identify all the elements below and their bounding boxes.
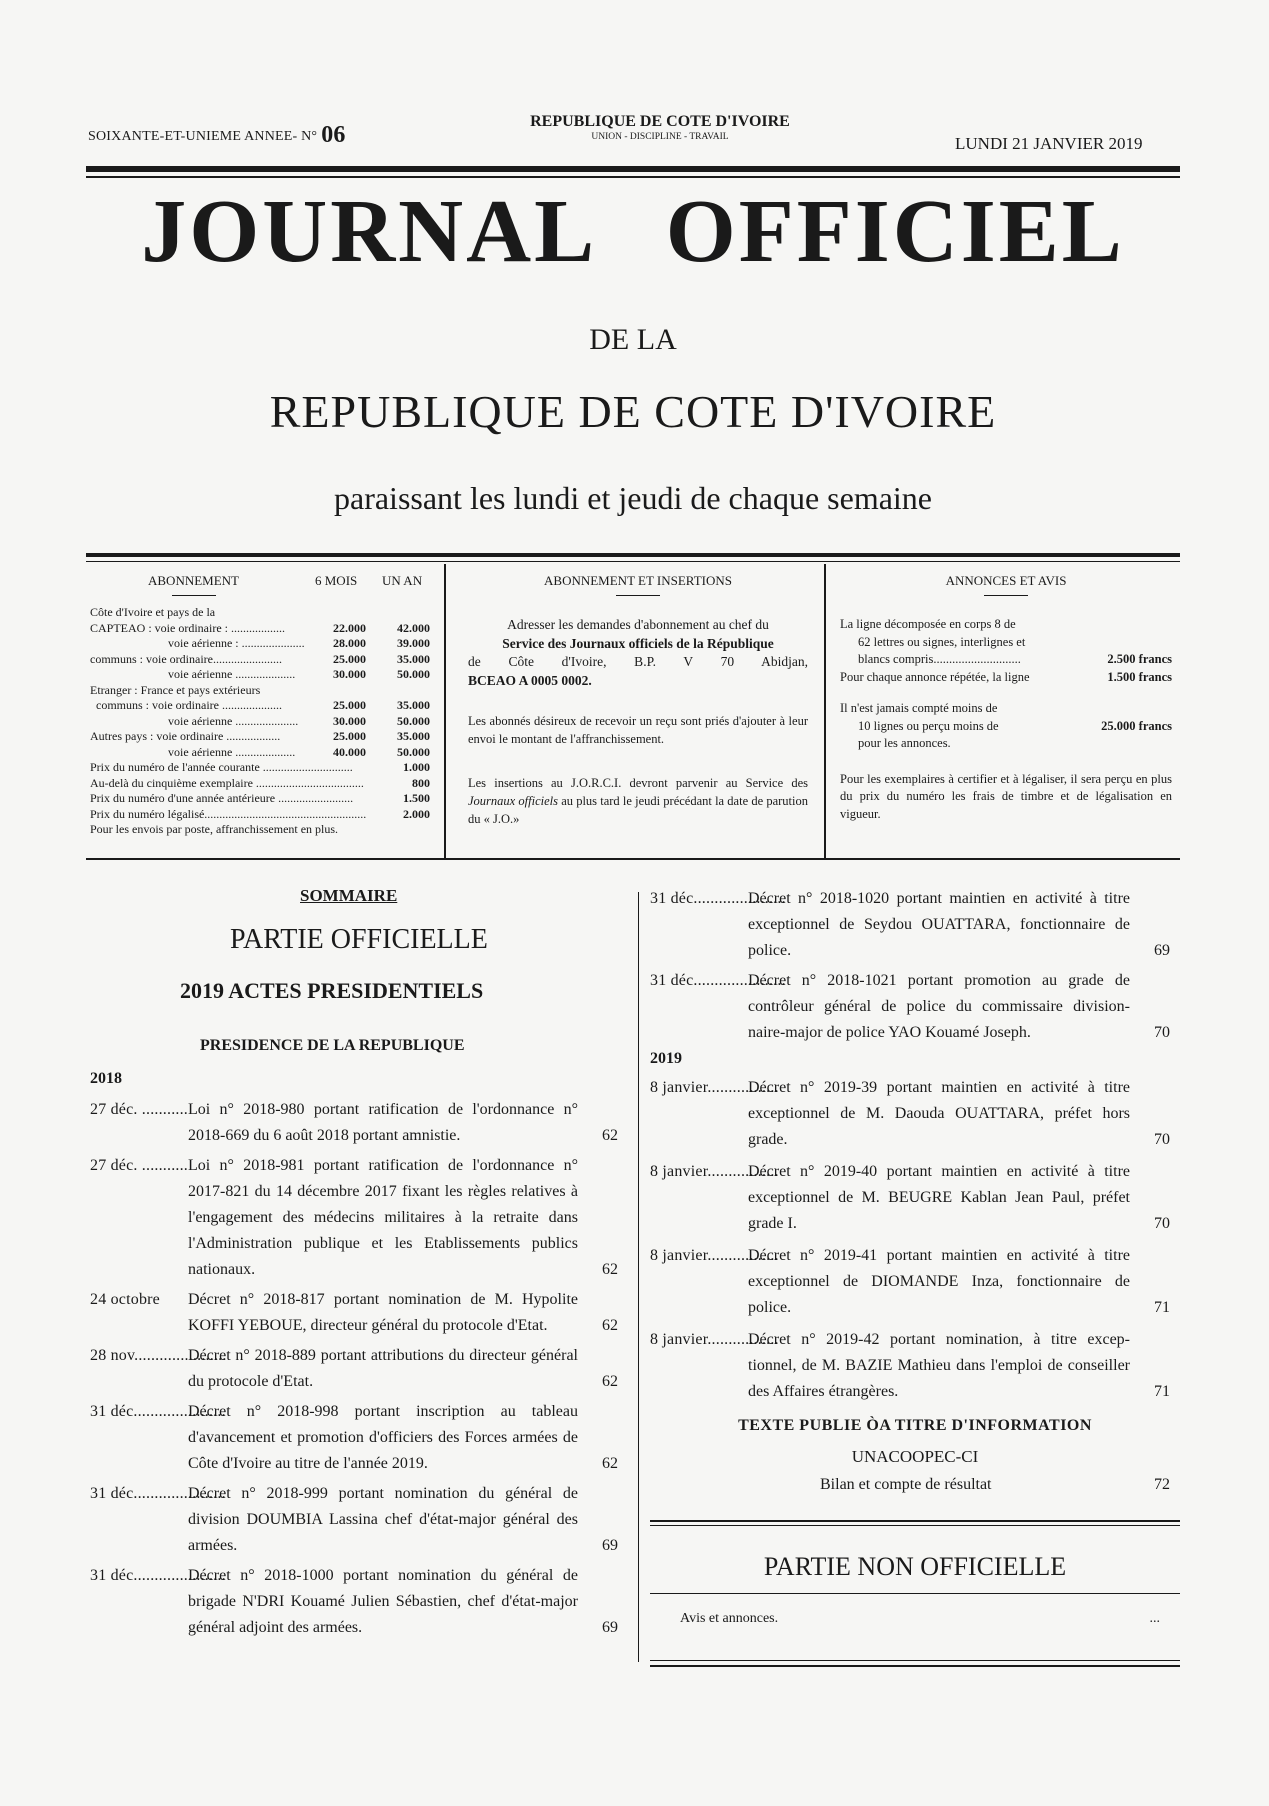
- prix-line: Prix du numéro légalisé...................................................... 2.000: [90, 806, 430, 821]
- sommaire-entry: [650, 968, 1170, 1046]
- prix-value: 2.000: [403, 806, 430, 821]
- avis-page: ...: [1149, 1611, 1160, 1626]
- entry-page: 70: [1154, 1131, 1170, 1148]
- abonnement-1an-value: [366, 605, 430, 621]
- entry-page: 69: [602, 1619, 618, 1636]
- abonnement-6mois-value: 30.000: [333, 667, 366, 681]
- entry-text: Décret n° 2018-817 portant nomination de M. Hypolite KOFFI YEBOUE, directeur général du protocole d'Etat.: [188, 1291, 578, 1334]
- entry-date: 31 déc......................: [650, 972, 786, 989]
- entry-date: 27 déc. ...........: [90, 1101, 189, 1118]
- box-divider-2: [824, 564, 826, 858]
- sommaire-entry: [90, 1399, 618, 1477]
- country-header: [480, 113, 840, 142]
- entry-page: 71: [1154, 1299, 1170, 1316]
- entry-date: 31 déc......................: [90, 1485, 226, 1502]
- header-rule-thin: [86, 176, 1180, 178]
- entry-text: Loi n° 2018-981 portant ratification de l'ordonnance n° 2017-821 du 14 décembre 2017 fixant les règles relatives à l'engagement des médecins militaires à la retraite dans l'Administration publique et les Etablissements publics nationaux.: [188, 1157, 578, 1278]
- abonnement-6mois-value: 28.000: [333, 636, 366, 650]
- annonce-repetee-prix: 1.500 francs: [1107, 669, 1172, 684]
- avis-label: Avis et annonces.: [680, 1611, 779, 1626]
- entry-text: Décret n° 2018-999 portant nomination du général de division DOUMBIA Lassina chef d'état-major général des armées.: [188, 1485, 578, 1554]
- sommaire-entry: [650, 1243, 1170, 1321]
- abonnement-line: voie aérienne .................... 30.000 50.000: [168, 667, 430, 681]
- actes-presidentiels-heading: 2019 ACTES PRESIDENTIELS: [180, 978, 484, 1003]
- non-officielle-rule-3: [650, 1593, 1180, 1594]
- abonnement-line: CAPTEAO : voie ordinaire : .................. 22.000 42.000: [90, 620, 430, 635]
- entry-page: 70: [1154, 1024, 1170, 1041]
- box-rule-bottom: [86, 858, 1180, 860]
- insertions-address: Adresser les demandes d'abonnement au chef du Service des Journaux officiels de la République de Côte d'Ivoire, B.P. V 70 Abidjan, BCEAO A 0005 0002.: [468, 617, 808, 688]
- avis-entry: [680, 1611, 1160, 1627]
- prix-value: 1.000: [403, 760, 430, 774]
- entry-date: 8 janvier.................: [650, 1247, 779, 1264]
- abonnement-footer: Pour les envois par poste, affranchissement en plus.: [90, 822, 339, 836]
- presidence-heading: PRESIDENCE DE LA REPUBLIQUE: [200, 1037, 465, 1054]
- bilan-label: Bilan et compte de résultat: [820, 1476, 992, 1493]
- sommaire-entry: [90, 1153, 618, 1283]
- unacoopec-heading: UNACOOPEC-CI: [851, 1447, 979, 1466]
- annonce-ligne-prix: 2.500 francs: [1107, 652, 1172, 666]
- issue-date: LUNDI 21 JANVIER 2019: [955, 134, 1143, 153]
- entry-date: 31 déc......................: [90, 1403, 226, 1420]
- entry-page: 69: [1154, 942, 1170, 959]
- abonnement-1an-value: 35.000: [397, 698, 430, 712]
- abonnement-lines: [90, 605, 430, 760]
- sommaire-entry: [90, 1287, 618, 1339]
- abonnement-line: Autres pays : voie ordinaire .................. 25.000 35.000: [90, 729, 430, 743]
- sommaire-entry: [650, 1075, 1170, 1153]
- header-rule-thick: [86, 166, 1180, 172]
- abonnement-6mois-value: 25.000: [333, 729, 366, 743]
- entry-text: Décret n° 2018-1021 portant promotion au grade de contrôleur général de police du commissaire division-naire-major de police YAO Kouamé Joseph.: [748, 972, 1130, 1041]
- abonnement-6mois-value: 30.000: [333, 713, 366, 728]
- sommaire-entry: [90, 1481, 618, 1559]
- abonnement-1an-value: [366, 683, 430, 699]
- entry-text: Décret n° 2018-1000 portant nomination du général de brigade N'DRI Kouamé Julien Sébastien, chef d'état-major général adjoint des armées.: [188, 1567, 578, 1636]
- abonnement-1an-value: 42.000: [397, 620, 430, 635]
- texte-publie-heading: TEXTE PUBLIE ÒA TITRE D'INFORMATION: [738, 1417, 1092, 1434]
- insertions-recu: Les abonnés désireux de recevoir un reçu sont priés d'ajouter à leur envoi le montant de l'affranchissement.: [468, 714, 808, 746]
- masthead-title: JOURNAL OFFICIEL: [141, 182, 1125, 281]
- masthead-parution: paraissant les lundi et jeudi de chaque semaine: [333, 480, 932, 516]
- abonnement-line: communs : voie ordinaire .................... 25.000 35.000: [96, 698, 430, 712]
- bilan-entry: [820, 1476, 1170, 1494]
- box-rule-top: [86, 553, 1180, 557]
- issue-year-label: SOIXANTE-ET-UNIEME ANNEE- N° 06: [88, 122, 346, 148]
- non-officielle-rule-2: [650, 1525, 1180, 1526]
- prix-line: Prix du numéro de l'année courante .............................. 1.000: [90, 760, 430, 774]
- annonces-title: ANNONCES ET AVIS: [840, 573, 1172, 596]
- entry-page: 62: [602, 1455, 618, 1472]
- insertions-title: ABONNEMENT ET INSERTIONS: [468, 573, 808, 596]
- insertions-delai: Les insertions au J.O.R.C.I. devront parvenir au Service des Journaux officiels au plus tard le jeudi précédant la date de parution du « J.O.»: [468, 776, 808, 826]
- insertions-column: [468, 573, 808, 828]
- box-divider-1: [444, 564, 446, 858]
- abonnement-6mois-value: 22.000: [333, 620, 366, 635]
- abonnement-line: voie aérienne : ..................... 28.000 39.000: [168, 636, 430, 650]
- sommaire-entry: [90, 1097, 618, 1149]
- entry-date: 31 déc......................: [90, 1567, 226, 1584]
- prix-lines: [90, 760, 430, 822]
- partie-officielle-heading: PARTIE OFFICIELLE: [230, 924, 488, 955]
- entry-page: 69: [602, 1537, 618, 1554]
- abonnement-1an-value: 50.000: [397, 713, 430, 728]
- abonnement-1an-value: 50.000: [397, 744, 430, 759]
- year-2018-heading: 2018: [90, 1070, 122, 1087]
- entry-text: Décret n° 2019-39 portant maintien en activité à titre exceptionnel de M. Daouda OUATTARA, préfet hors grade.: [748, 1079, 1130, 1148]
- prix-value: 1.500: [403, 791, 430, 805]
- bottom-rule-2: [650, 1665, 1180, 1667]
- entry-page: 62: [602, 1317, 618, 1334]
- abonnement-6mois-value: 25.000: [333, 698, 366, 712]
- abonnement-1an-value: 50.000: [397, 667, 430, 681]
- entry-date: 31 déc......................: [650, 890, 786, 907]
- bottom-rule-1: [650, 1660, 1180, 1661]
- abonnement-6mois-value: 40.000: [333, 744, 366, 759]
- box-rule-top-thin: [86, 561, 1180, 562]
- abonnement-line: voie aérienne ..................... 30.000 50.000: [168, 713, 430, 728]
- annonces-column: [840, 573, 1172, 823]
- entry-text: Décret n° 2019-42 portant nomination, à titre excep-tionnel, de M. BAZIE Mathieu dans l'emploi de conseiller des Affaires étrangères.: [748, 1331, 1130, 1400]
- entry-page: 62: [602, 1261, 618, 1278]
- issue-number: 06: [321, 122, 346, 148]
- abonnement-line: Etranger : France et pays extérieurs: [90, 683, 430, 699]
- country-motto: UNION - DISCIPLINE - TRAVAIL: [591, 132, 729, 142]
- sommaire-entry: [650, 1159, 1170, 1237]
- annonce-minimum-prix: 25.000 francs: [1101, 718, 1172, 733]
- entry-page: 70: [1154, 1215, 1170, 1232]
- entry-text: Décret n° 2018-1020 portant maintien en activité à titre exceptionnel de Seydou OUATTARA, fonctionnaire de police.: [748, 890, 1130, 959]
- abonnement-line: communs : voie ordinaire....................... 25.000 35.000: [90, 651, 430, 666]
- abonnement-6mois-value: 25.000: [333, 651, 366, 666]
- abonnement-title: ABONNEMENT: [148, 573, 239, 596]
- sommaire-left-entries: [90, 1097, 618, 1645]
- entry-text: Décret n° 2019-41 portant maintien en activité à titre exceptionnel de DIOMANDE Inza, fonctionnaire de police.: [748, 1247, 1130, 1316]
- entry-date: 28 nov......................: [90, 1347, 227, 1364]
- abonnement-col-6mois: 6 MOIS: [315, 573, 358, 588]
- entry-date: 8 janvier.................: [650, 1079, 779, 1096]
- entry-page: 71: [1154, 1383, 1170, 1400]
- non-officielle-rule-1: [650, 1520, 1180, 1522]
- entry-page: 62: [602, 1127, 618, 1144]
- masthead-de-la: DE LA: [589, 323, 677, 356]
- entry-date: 8 janvier.................: [650, 1331, 779, 1348]
- sommaire-title: SOMMAIRE: [300, 886, 398, 905]
- abonnement-6mois-value: [306, 683, 366, 699]
- abonnement-column: [90, 573, 430, 838]
- abonnement-1an-value: 35.000: [397, 729, 430, 743]
- entry-date: 8 janvier.................: [650, 1163, 779, 1180]
- entry-date: 27 déc. ...........: [90, 1157, 189, 1174]
- sommaire-right-2018: [650, 886, 1170, 1050]
- abonnement-1an-value: 39.000: [397, 636, 430, 650]
- sommaire-entry: [650, 886, 1170, 964]
- bilan-page: 72: [1154, 1476, 1170, 1493]
- abonnement-line: Côte d'Ivoire et pays de la: [90, 605, 430, 621]
- masthead-republic: REPUBLIQUE DE COTE D'IVOIRE: [269, 386, 997, 437]
- entry-page: 62: [602, 1373, 618, 1390]
- prix-line: Au-delà du cinquième exemplaire .................................... 800: [90, 775, 430, 790]
- abonnement-header: [90, 573, 430, 599]
- annonces-legalisation: Pour les exemplaires à certifier et à légaliser, il sera perçu en plus du prix du numéro les frais de timbre et de légalisation en vigueur.: [840, 771, 1172, 821]
- sommaire-entry: [90, 1343, 618, 1395]
- abonnement-col-1an: UN AN: [382, 573, 423, 588]
- annonces-tarifs: La ligne décomposée en corps 8 de 62 lettres ou signes, interlignes et blancs compris............................ 2.500 francs Pour chaque annonce répétée, la ligne 1.500 francs Il n'est jamais compté moins de 10 lignes ou perçu moins de 25.000 francs pour les annonces. Pour les exemplaires à certifier et à légaliser, il sera perçu en plus du prix du numéro les frais de timbre et de légalisation en vigueur.: [840, 616, 1172, 823]
- partie-non-officielle-heading: PARTIE NON OFFICIELLE: [763, 1552, 1067, 1581]
- entry-text: Décret n° 2018-998 portant inscription au tableau d'avancement et promotion d'officiers des Forces armées de Côte d'Ivoire au titre de l'année 2019.: [188, 1403, 578, 1472]
- entry-text: Loi n° 2018-980 portant ratification de l'ordonnance n° 2018-669 du 6 août 2018 portant amnistie.: [188, 1101, 578, 1144]
- abonnement-1an-value: 35.000: [397, 651, 430, 666]
- entry-text: Décret n° 2019-40 portant maintien en activité à titre exceptionnel de M. BEUGRE Kablan Jean Paul, préfet grade I.: [748, 1163, 1130, 1232]
- column-divider: [638, 892, 639, 1662]
- year-2019-heading: 2019: [650, 1050, 682, 1067]
- abonnement-6mois-value: [306, 605, 366, 621]
- sommaire-right-2019: [650, 1075, 1170, 1411]
- prix-value: 800: [412, 775, 430, 790]
- abonnement-line: voie aérienne .................... 40.000 50.000: [168, 744, 430, 759]
- country-name: REPUBLIQUE DE COTE D'IVOIRE: [530, 113, 790, 130]
- prix-line: Prix du numéro d'une année antérieure ......................... 1.500: [90, 791, 430, 805]
- entry-date: 24 octobre: [90, 1291, 160, 1308]
- entry-text: Décret n° 2018-889 portant attributions du directeur général du protocole d'Etat.: [188, 1347, 578, 1390]
- sommaire-entry: [90, 1563, 618, 1641]
- sommaire-entry: [650, 1327, 1170, 1405]
